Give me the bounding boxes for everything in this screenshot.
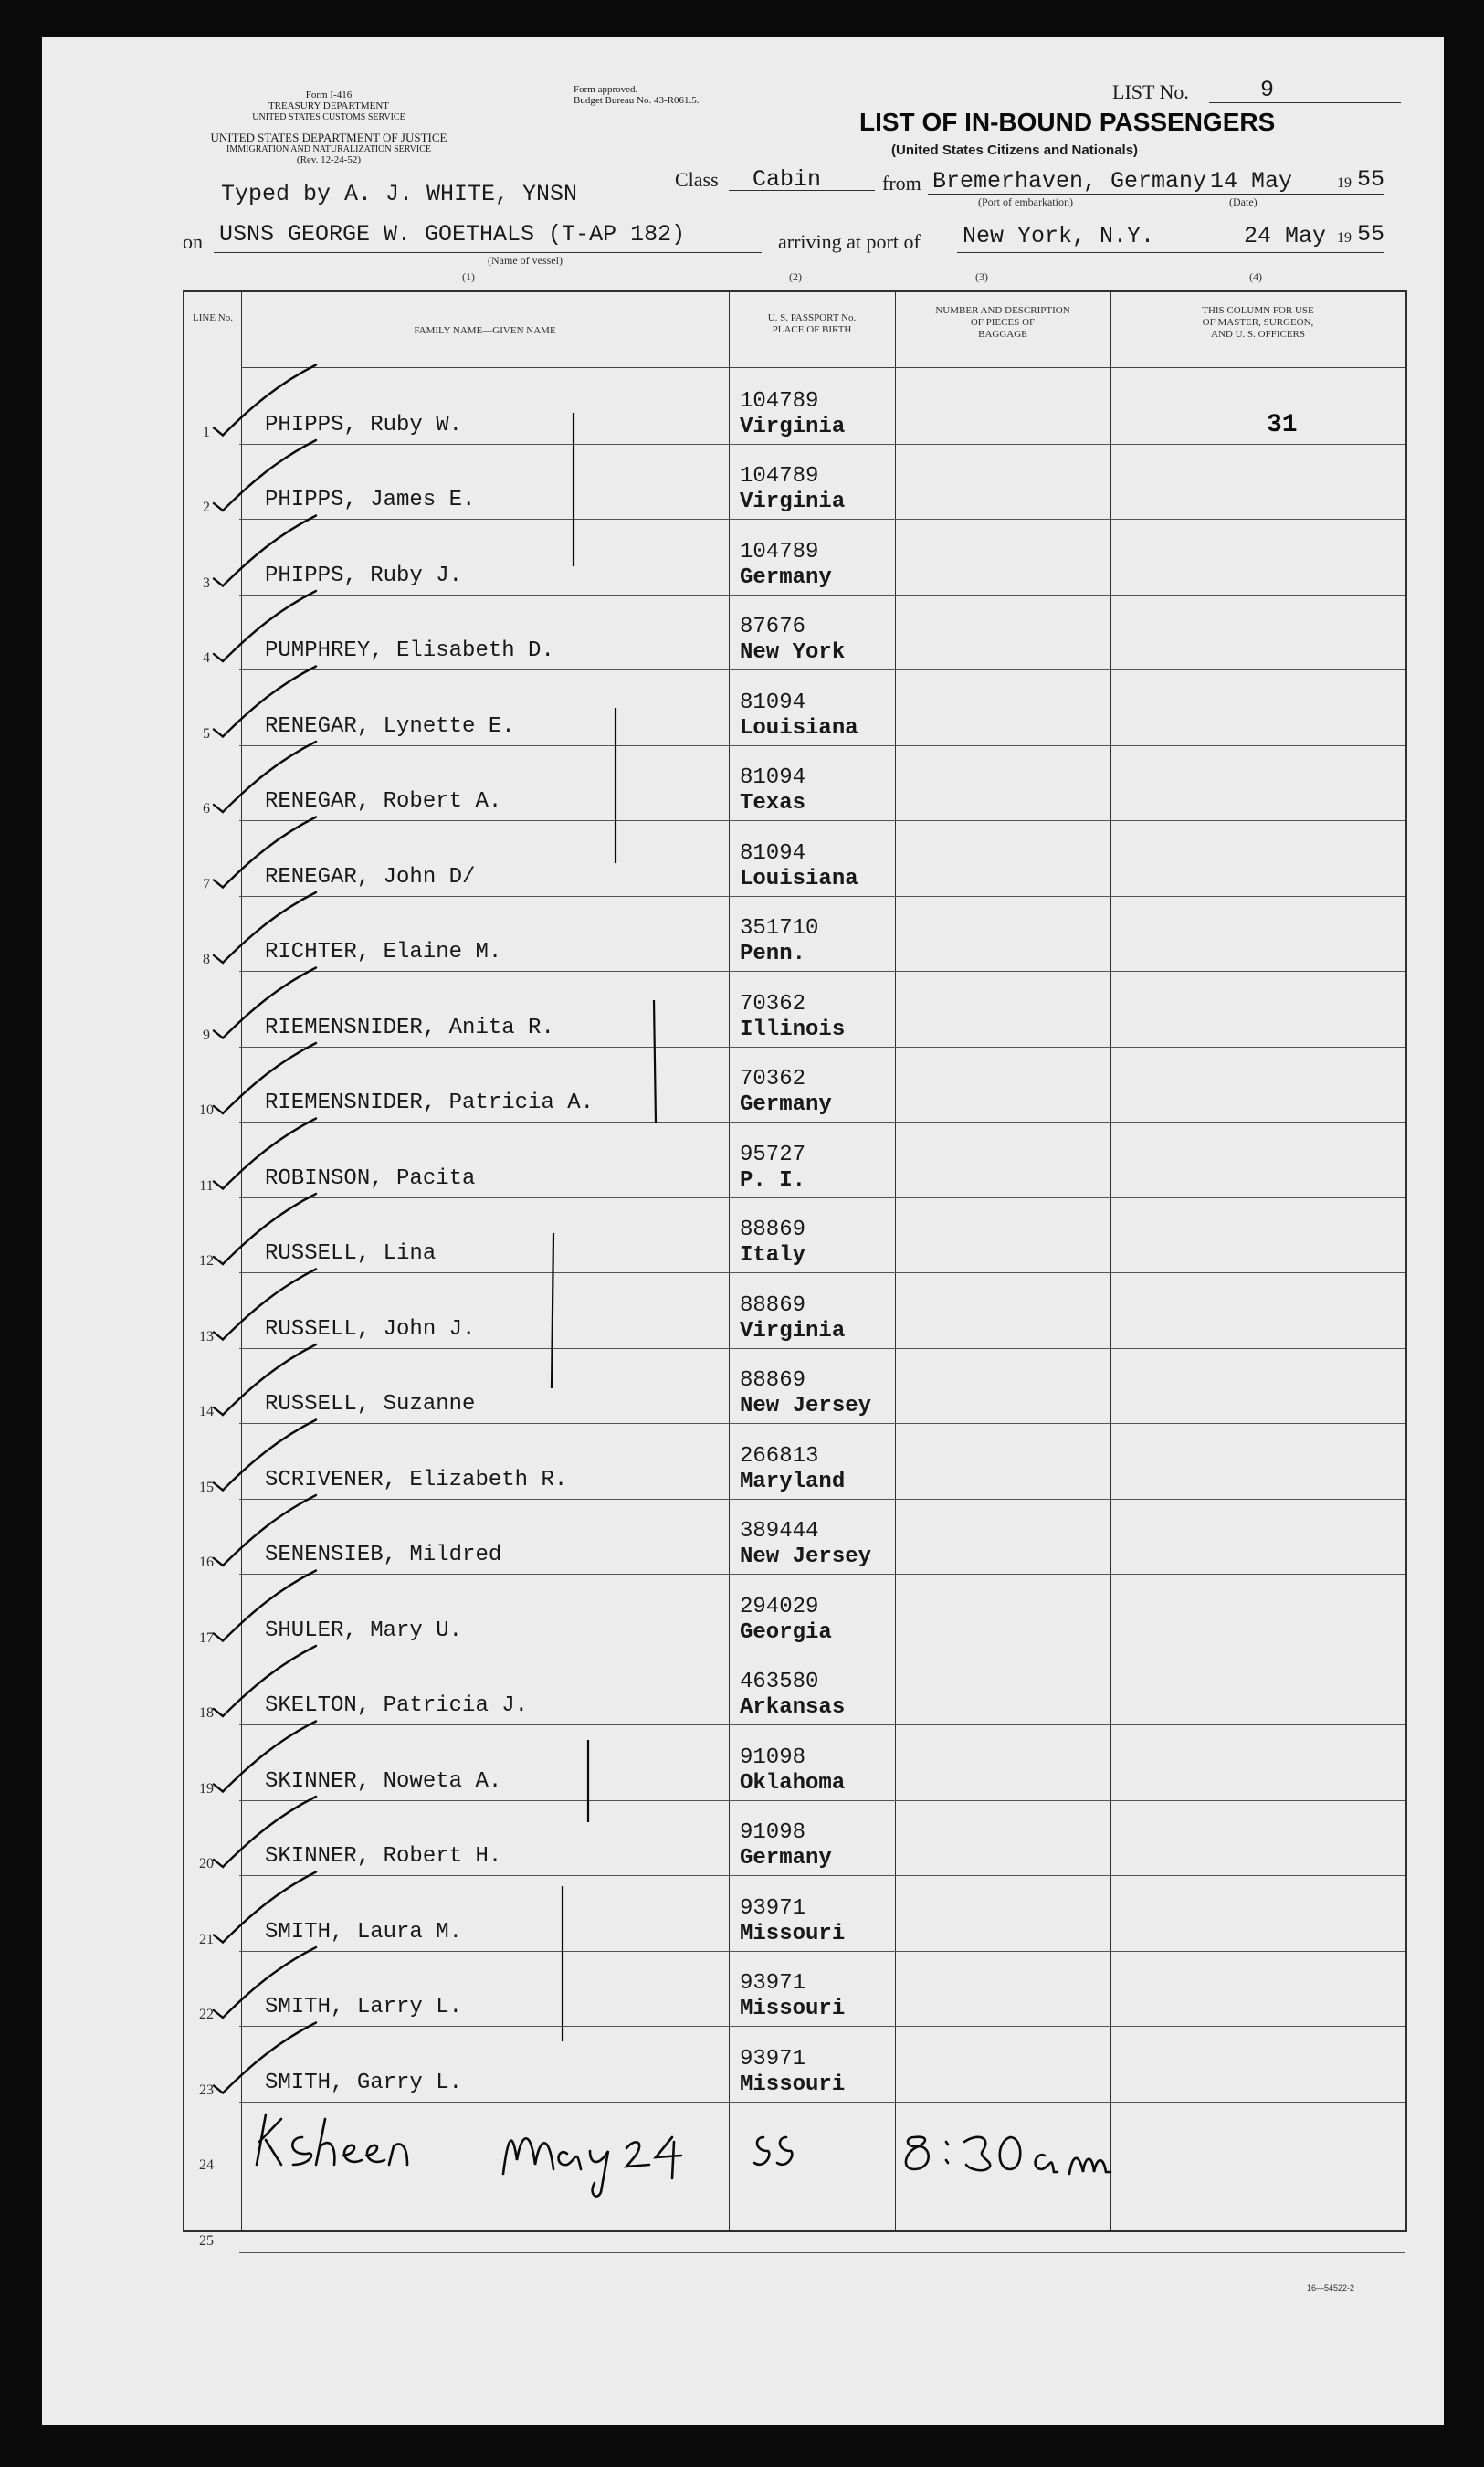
passenger-name: PUMPHREY, Elisabeth D. (265, 638, 554, 663)
table-row (184, 670, 1405, 746)
line-number: 23 (199, 2082, 214, 2098)
table-row (184, 746, 1405, 822)
arriving-label: arriving at port of (778, 230, 921, 253)
place-of-birth: New Jersey (740, 1545, 872, 1569)
table-row (184, 1952, 1405, 2028)
place-of-birth: New Jersey (740, 1394, 872, 1418)
table-row (184, 821, 1405, 897)
passenger-name: RUSSELL, Lina (265, 1241, 437, 1266)
passport-number: 266813 (740, 1443, 819, 1469)
table-row (184, 897, 1405, 973)
line-number: 10 (199, 1102, 214, 1118)
place-of-birth: Illinois (740, 1017, 846, 1042)
table-row (184, 596, 1405, 671)
passenger-name: SMITH, Laura M. (265, 1919, 463, 1945)
passenger-name: SMITH, Garry L. (265, 2070, 463, 2095)
embarkation-date: 14 May (1210, 168, 1293, 195)
table-row (184, 1650, 1405, 1726)
place-of-birth: Germany (740, 564, 832, 590)
passenger-table (183, 290, 1407, 2249)
header-passport-line2: PLACE OF BIRTH (772, 324, 852, 335)
date-caption: (Date) (1229, 195, 1258, 208)
revision: (Rev. 12-24-52) (296, 154, 362, 165)
passport-number: 81094 (740, 765, 806, 790)
line-number: 11 (199, 1177, 214, 1194)
document-title: LIST OF IN-BOUND PASSENGERS (859, 108, 1276, 136)
line-number: 4 (203, 650, 210, 666)
arrival-year: 55 (1357, 221, 1385, 248)
passenger-name: RENEGAR, John D/ (265, 864, 476, 890)
passport-number: 93971 (740, 1895, 806, 1921)
passport-number: 87676 (740, 615, 806, 639)
office-mark: 31 (1267, 411, 1298, 439)
footer-code: 16—54522-2 (1307, 2283, 1355, 2293)
table-row (184, 1801, 1405, 1877)
line-number: 15 (199, 1479, 214, 1495)
from-label: from (882, 172, 921, 195)
place-of-birth: Virginia (740, 490, 846, 514)
line-number: 20 (199, 1856, 214, 1871)
place-of-birth: Arkansas (740, 1695, 846, 1720)
passenger-name: SKINNER, Noweta A. (265, 1768, 502, 1794)
line-number: 16 (199, 1555, 214, 1570)
passport-number: 389444 (740, 1519, 819, 1544)
line-number: 13 (199, 1328, 214, 1344)
place-of-birth: Maryland (740, 1469, 846, 1494)
passenger-name: SMITH, Larry L. (265, 1995, 463, 2019)
col4-caption: (4) (1249, 270, 1262, 283)
passenger-name: RICHTER, Elaine M. (265, 940, 502, 965)
passport-number: 104789 (740, 388, 819, 414)
header-baggage-line3: BAGGAGE (978, 329, 1027, 340)
passenger-name: RUSSELL, John J. (265, 1316, 476, 1342)
passport-number: 88869 (740, 1368, 806, 1393)
form-approved: Form approved. (574, 84, 638, 95)
header-line-no: LINE No. (193, 312, 233, 323)
table-row (184, 445, 1405, 521)
line-number: 8 (203, 952, 210, 967)
passenger-name: RIEMENSNIDER, Patricia A. (265, 1091, 595, 1115)
table-row (184, 2027, 1405, 2103)
place-of-birth: Texas (740, 791, 806, 816)
table-row (184, 1048, 1405, 1123)
line-number: 5 (203, 725, 210, 742)
arrival-date: 24 May (1244, 223, 1327, 249)
header-officers-line1: THIS COLUMN FOR USE (1202, 305, 1314, 316)
list-no-label: LIST No. (1112, 80, 1189, 103)
place-of-birth: Germany (740, 1092, 832, 1117)
line-number: 1 (203, 424, 210, 440)
passenger-name: RIEMENSNIDER, Anita R. (265, 1015, 554, 1040)
arrival-year-prefix: 19 (1337, 230, 1352, 246)
place-of-birth: Missouri (740, 2072, 846, 2097)
passport-number: 81094 (740, 690, 806, 715)
table-row (184, 1123, 1405, 1198)
passport-number: 93971 (740, 2046, 806, 2072)
passport-number: 93971 (740, 1971, 806, 1996)
passport-number: 104789 (740, 464, 819, 489)
place-of-birth: Virginia (740, 1318, 846, 1344)
budget-bureau: Budget Bureau No. 43-R061.5. (574, 95, 700, 106)
col3-caption: (3) (975, 270, 988, 283)
justice-dept: UNITED STATES DEPARTMENT OF JUSTICE (210, 131, 447, 144)
table-row (184, 1424, 1405, 1500)
passenger-name: PHIPPS, Ruby W. (265, 412, 463, 438)
table-row (184, 2177, 1405, 2253)
class-value: Cabin (753, 166, 822, 193)
customs-service: UNITED STATES CUSTOMS SERVICE (252, 112, 405, 122)
passport-number: 88869 (740, 1218, 806, 1242)
passport-number: 88869 (740, 1292, 806, 1318)
passport-number: 95727 (740, 1142, 806, 1167)
line-number: 21 (199, 1931, 214, 1947)
col1-caption: (1) (462, 270, 475, 283)
passport-number: 70362 (740, 1067, 806, 1091)
list-no-value: 9 (1260, 77, 1275, 103)
line-number: 9 (203, 1027, 210, 1043)
arrival-port: New York, N.Y. (963, 223, 1155, 249)
line-number: 25 (199, 2232, 214, 2249)
line-number: 3 (203, 575, 210, 591)
table-row (184, 1575, 1405, 1650)
line-number: 12 (199, 1253, 214, 1269)
line-number: 18 (199, 1705, 214, 1721)
passport-number: 463580 (740, 1670, 819, 1694)
place-of-birth: Louisiana (740, 715, 858, 741)
header-baggage-line1: NUMBER AND DESCRIPTION (935, 305, 1070, 316)
passenger-name: RENEGAR, Robert A. (265, 789, 502, 814)
on-label: on (183, 230, 203, 253)
line-number: 17 (199, 1629, 214, 1646)
header-name: FAMILY NAME—GIVEN NAME (414, 325, 556, 336)
typed-by: Typed by A. J. WHITE, YNSN (221, 181, 578, 207)
line-number: 6 (203, 801, 210, 817)
port-caption: (Port of embarkation) (978, 195, 1073, 208)
line-number: 2 (203, 500, 210, 515)
place-of-birth: New York (740, 640, 846, 665)
passenger-name: SKINNER, Robert H. (265, 1844, 502, 1869)
embarkation-port: Bremerhaven, Germany (932, 168, 1207, 195)
passenger-name: SENENSIEB, Mildred (265, 1543, 502, 1567)
place-of-birth: P. I. (740, 1167, 806, 1193)
passenger-name: RUSSELL, Suzanne (265, 1392, 476, 1417)
passport-number: 104789 (740, 539, 819, 564)
table-row (184, 1273, 1405, 1349)
table-row (184, 1725, 1405, 1801)
place-of-birth: Italy (740, 1243, 806, 1268)
line-number: 22 (199, 2007, 214, 2022)
passenger-name: ROBINSON, Pacita (265, 1165, 476, 1191)
header-baggage-line2: OF PIECES OF (970, 317, 1036, 328)
place-of-birth: Penn. (740, 942, 806, 966)
vessel-name: USNS GEORGE W. GOETHALS (T-AP 182) (219, 221, 686, 248)
line-number: 19 (199, 1780, 214, 1797)
passenger-name: PHIPPS, Ruby J. (265, 563, 463, 588)
line-number: 24 (199, 2157, 214, 2173)
passenger-list-document (42, 37, 1444, 2425)
header-officers (1110, 305, 1405, 341)
passenger-name: RENEGAR, Lynette E. (265, 713, 515, 739)
passenger-name: SHULER, Mary U. (265, 1618, 463, 1643)
table-row (184, 1198, 1405, 1274)
passport-number: 294029 (740, 1594, 819, 1619)
header-baggage (895, 305, 1110, 341)
table-row (184, 520, 1405, 596)
place-of-birth: Missouri (740, 1997, 846, 2021)
table-row (184, 1349, 1405, 1425)
ins: IMMIGRATION AND NATURALIZATION SERVICE (226, 144, 431, 154)
passport-number: 351710 (740, 916, 819, 941)
header-passport (729, 312, 895, 336)
passenger-name: SKELTON, Patricia J. (265, 1693, 529, 1718)
col2-caption: (2) (789, 270, 802, 283)
place-of-birth: Oklahoma (740, 1770, 846, 1796)
header-officers-line3: AND U. S. OFFICERS (1211, 329, 1305, 340)
table-row (184, 972, 1405, 1048)
document-subtitle: (United States Citizens and Nationals) (891, 142, 1139, 158)
place-of-birth: Virginia (740, 414, 846, 439)
passenger-name: SCRIVENER, Elizabeth R. (265, 1467, 568, 1492)
place-of-birth: Missouri (740, 1921, 846, 1946)
line-number: 14 (199, 1404, 214, 1419)
passport-number: 91098 (740, 1745, 806, 1770)
header-passport-line1: U. S. PASSPORT No. (767, 312, 857, 323)
line-number: 7 (203, 876, 210, 892)
embark-year-prefix: 19 (1337, 175, 1352, 191)
table-row (184, 1876, 1405, 1952)
vessel-caption: (Name of vessel) (488, 254, 563, 267)
table-row (184, 1500, 1405, 1576)
treasury-dept: TREASURY DEPARTMENT (268, 100, 390, 111)
place-of-birth: Georgia (740, 1619, 832, 1645)
passenger-name: PHIPPS, James E. (265, 488, 476, 512)
passport-number: 91098 (740, 1820, 806, 1845)
place-of-birth: Germany (740, 1846, 832, 1871)
class-label: Class (675, 168, 719, 191)
embark-year: 55 (1357, 166, 1385, 193)
table-row (184, 2103, 1405, 2178)
header-officers-line2: OF MASTER, SURGEON, (1202, 317, 1314, 328)
place-of-birth: Louisiana (740, 866, 858, 891)
table-row (184, 369, 1405, 445)
passport-number: 81094 (740, 840, 806, 866)
passport-number: 70362 (740, 991, 806, 1017)
form-number: Form I-416 (305, 90, 353, 100)
